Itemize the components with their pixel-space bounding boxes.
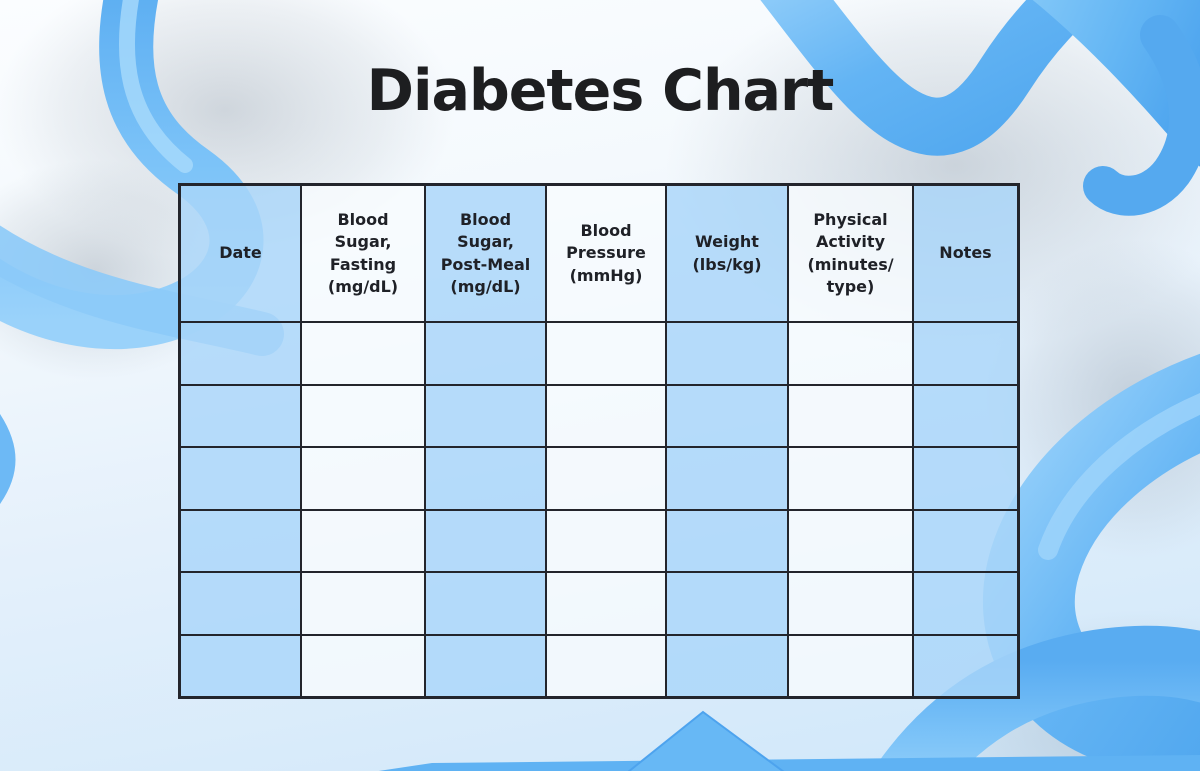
cell-blood_pressure-row3 — [546, 447, 666, 510]
cell-blood_sugar_post_meal-row1 — [425, 322, 546, 385]
cell-blood_sugar_post_meal-row6 — [425, 635, 546, 698]
cell-notes-row5 — [913, 572, 1018, 635]
page-title: Diabetes Chart — [366, 58, 834, 124]
cell-blood_sugar_fasting-row5 — [301, 572, 425, 635]
column-header-date: Date — [180, 185, 301, 322]
column-header-blood_sugar_post_meal: Blood Sugar, Post-Meal (mg/​dL) — [425, 185, 546, 322]
column-header-blood_pressure: Blood Pressure (mmHg) — [546, 185, 666, 322]
cell-notes-row6 — [913, 635, 1018, 698]
cell-blood_sugar_fasting-row3 — [301, 447, 425, 510]
cell-blood_sugar_fasting-row2 — [301, 385, 425, 448]
cell-blood_sugar_fasting-row4 — [301, 510, 425, 573]
cell-blood_pressure-row1 — [546, 322, 666, 385]
cell-date-row4 — [180, 510, 301, 573]
diabetes-table — [178, 183, 1020, 699]
cell-weight-row6 — [666, 635, 788, 698]
cell-notes-row1 — [913, 322, 1018, 385]
cell-blood_sugar_fasting-row1 — [301, 322, 425, 385]
column-header-weight: Weight (lbs/​kg) — [666, 185, 788, 322]
cell-physical_activity-row1 — [788, 322, 913, 385]
column-header-notes: Notes — [913, 185, 1018, 322]
cell-physical_activity-row3 — [788, 447, 913, 510]
column-header-physical_activity: Physical Activity (minutes/​type) — [788, 185, 913, 322]
cell-notes-row4 — [913, 510, 1018, 573]
cell-blood_pressure-row2 — [546, 385, 666, 448]
cell-physical_activity-row4 — [788, 510, 913, 573]
cell-blood_sugar_post_meal-row4 — [425, 510, 546, 573]
cell-blood_pressure-row4 — [546, 510, 666, 573]
cell-date-row5 — [180, 572, 301, 635]
cell-blood_sugar_post_meal-row3 — [425, 447, 546, 510]
cell-notes-row2 — [913, 385, 1018, 448]
cell-date-row2 — [180, 385, 301, 448]
cell-blood_sugar_post_meal-row5 — [425, 572, 546, 635]
cell-weight-row3 — [666, 447, 788, 510]
cell-notes-row3 — [913, 447, 1018, 510]
cell-weight-row1 — [666, 322, 788, 385]
cell-weight-row4 — [666, 510, 788, 573]
cell-date-row1 — [180, 322, 301, 385]
cell-weight-row5 — [666, 572, 788, 635]
cell-physical_activity-row5 — [788, 572, 913, 635]
cell-physical_activity-row6 — [788, 635, 913, 698]
cell-blood_pressure-row5 — [546, 572, 666, 635]
cell-blood_sugar_fasting-row6 — [301, 635, 425, 698]
cell-weight-row2 — [666, 385, 788, 448]
cell-blood_pressure-row6 — [546, 635, 666, 698]
cell-physical_activity-row2 — [788, 385, 913, 448]
cell-date-row6 — [180, 635, 301, 698]
cell-blood_sugar_post_meal-row2 — [425, 385, 546, 448]
column-header-blood_sugar_fasting: Blood Sugar, Fasting (mg/​dL) — [301, 185, 425, 322]
cell-date-row3 — [180, 447, 301, 510]
